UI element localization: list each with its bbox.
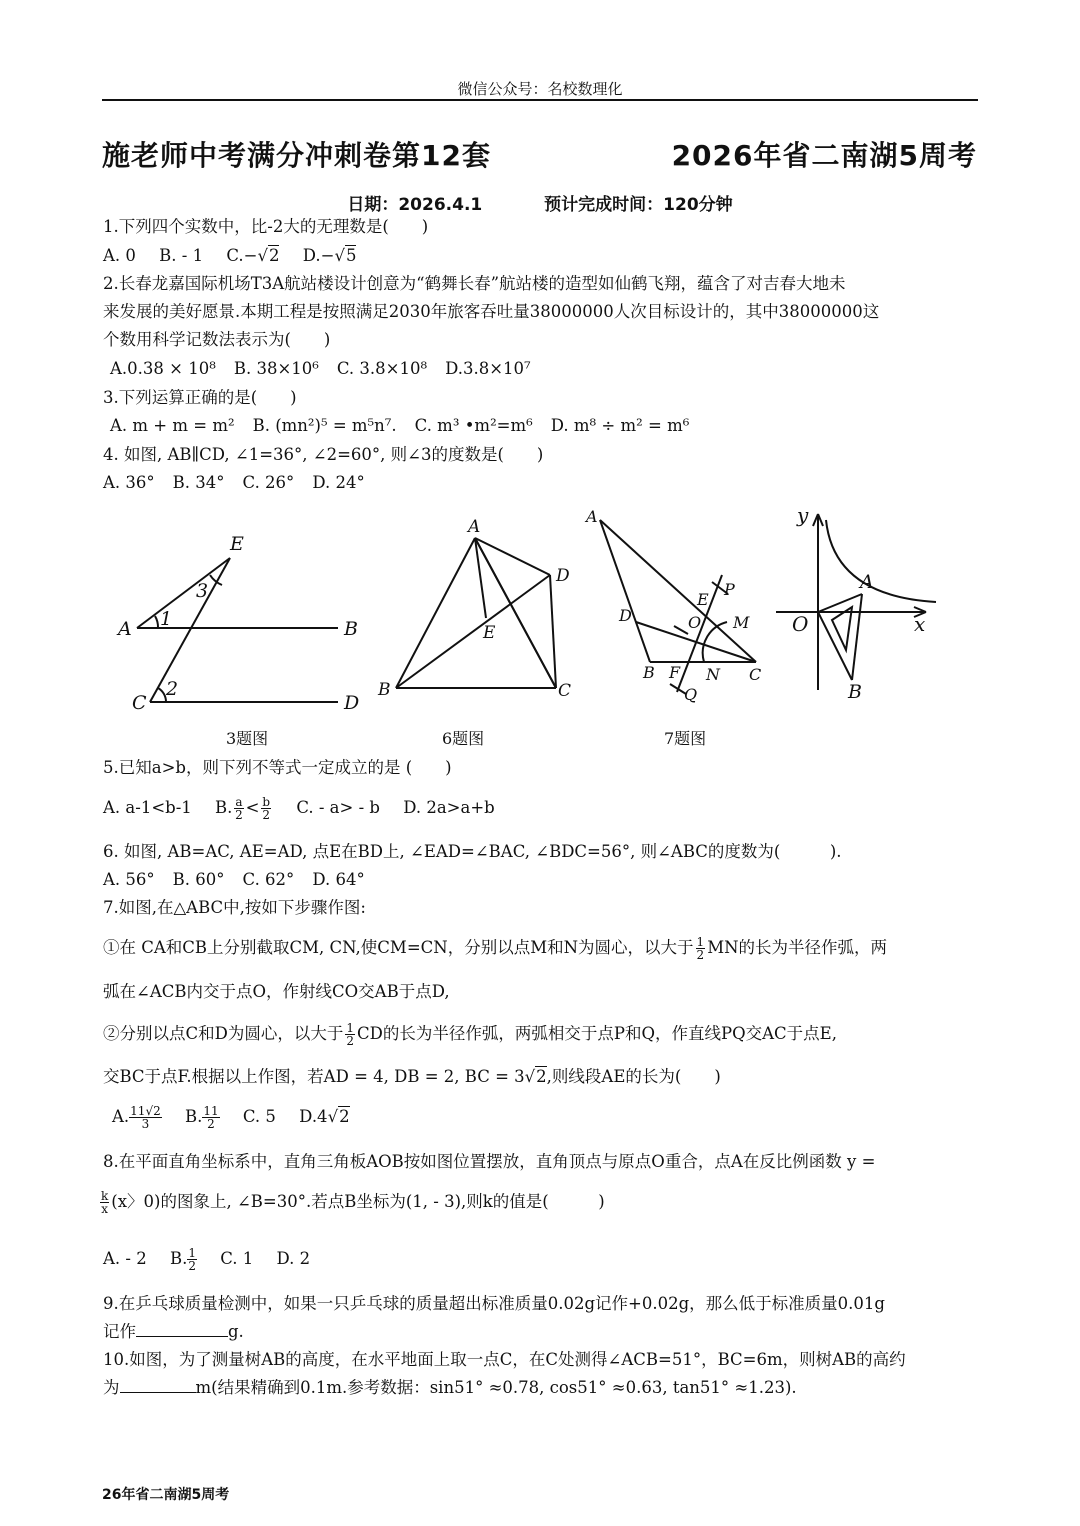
option-a: A. $\frac{11√2}{3}$ <box>112 1104 161 1131</box>
question-6-stem: 6. 如图, AB=AC, AE=AD, 点E在BD上, ∠EAD=∠BAC, ∠BDC=56°, 则∠ABC的度数为( ). <box>103 842 842 861</box>
fig7-label-O: O <box>688 613 702 632</box>
exam-date: 日期：2026.4.1 <box>347 195 483 215</box>
fig6-label-C: C <box>558 681 572 701</box>
fig7-label-B: B <box>643 663 655 682</box>
fig7-caption: 7题图 <box>664 729 707 748</box>
fig6-label-A: A <box>468 517 481 537</box>
question-5-options <box>103 794 983 822</box>
exam-subtitle <box>0 190 1080 215</box>
question-7-step-1-cont: 弧在∠ACB内交于点O，作射线CO交AB于点D, <box>103 982 450 1001</box>
question-10-line-1: 10.如图，为了测量树AB的高度，在水平地面上取一点C，在C处测得∠ACB=51°，BC=6m，则树AB的高约 <box>103 1350 906 1369</box>
figures-row <box>0 500 1080 750</box>
fig7-label-C: C <box>749 665 762 684</box>
option-d: D.3.8×10⁷ <box>445 359 531 378</box>
fig3-label-C: C <box>132 692 147 714</box>
option-b: B. - 1 <box>159 246 204 265</box>
option-d: D.4√2 <box>299 1107 350 1126</box>
option-b: B. 34° <box>172 473 225 492</box>
question-4-options <box>103 469 983 497</box>
fig6-label-B: B <box>378 680 391 700</box>
question-8-line-2: $\frac{k}{x}$ (x〉0)的图象上, ∠B=30°.若点B坐标为(1, - 3),则k的值是( ) <box>101 1189 605 1216</box>
option-c: C.−√2 <box>226 246 280 265</box>
exam-event: 2026年省二南湖5周考 <box>671 139 977 172</box>
exam-time: 预计完成时间：120分钟 <box>544 195 733 215</box>
option-b: B. $\frac{11}{2}$ <box>184 1104 219 1131</box>
question-5-stem: 5.已知a>b，则下列不等式一定成立的是 ( ) <box>103 758 452 777</box>
fig7-label-D: D <box>619 606 632 625</box>
option-a: A. - 2 <box>103 1249 147 1268</box>
question-2-line-1: 2.长春龙嘉国际机场T3A航站楼设计创意为“鹤舞长春”航站楼的造型如仙鹤飞翔，蕴含了对吉春大地未 <box>103 274 846 293</box>
fig3-label-1: 1 <box>160 608 173 630</box>
option-d: D. 2 <box>276 1249 311 1268</box>
option-a: A. m + m = m² <box>110 416 235 435</box>
option-a: A. 56° <box>103 870 155 889</box>
question-7-step-2: ②分别以点C和D为圆心，以大于 $\frac{1}{2}$ CD的长为半径作弧，两弧相交于点P和Q，作直线PQ交AC于点E, <box>103 1021 837 1048</box>
page-header: 微信公众号：名校数理化 <box>457 80 623 98</box>
fig7-label-A: A <box>586 507 598 526</box>
option-c: C. m³ •m²=m⁶ <box>414 416 533 435</box>
fig8-label-B: B <box>848 681 862 703</box>
option-d: D. 24° <box>312 473 365 492</box>
question-10-line-2: 为 m(结果精确到0.1m.参考数据：sin51° ≈0.78, cos51° ≈0.63, tan51° ≈1.23). <box>103 1378 797 1397</box>
question-4-stem: 4. 如图, AB∥CD, ∠1=36°, ∠2=60°, 则∠3的度数是( ) <box>103 445 544 464</box>
question-3-options <box>110 412 990 440</box>
question-3-stem: 3.下列运算正确的是( ) <box>103 388 297 407</box>
question-6-options <box>103 866 983 894</box>
option-b: B. $\frac{a}{2}$ < $\frac{b}{2}$ <box>215 795 271 822</box>
fig3-label-2: 2 <box>166 678 179 700</box>
option-a: A.0.38 × 10⁸ <box>110 359 216 378</box>
option-a: A. a-1<b-1 <box>103 798 192 817</box>
fig3-label-B: B <box>344 618 358 640</box>
answer-blank-10[interactable] <box>120 1392 196 1393</box>
fig7-label-Q: Q <box>684 685 698 704</box>
question-2-line-3: 个数用科学记数法表示为( ) <box>103 330 331 349</box>
fig3-label-E: E <box>230 533 244 555</box>
option-c: C. 3.8×10⁸ <box>336 359 428 378</box>
header-rule <box>102 99 978 101</box>
question-1-options <box>103 242 983 270</box>
question-7-step-1: ①在 CA和CB上分别截取CM, CN,使CM=CN，分别以点M和N为圆心，以大于 $\frac{1}{2}$ MN的长为半径作弧，两 <box>103 935 888 962</box>
option-b: B. 60° <box>172 870 225 889</box>
option-c: C. 5 <box>242 1107 276 1126</box>
option-d: D.−√5 <box>302 246 357 265</box>
option-c: C. 1 <box>220 1249 254 1268</box>
fig6-label-D: D <box>556 566 570 586</box>
question-2-line-2: 来发展的美好愿景.本期工程是按照满足2030年旅客吞吐量38000000人次目标设计的，其中38000000这 <box>103 302 880 321</box>
question-8-line-1: 8.在平面直角坐标系中，直角三角板AOB按如图位置摆放，直角顶点与原点O重合，点A在反比例函数 y = <box>103 1152 876 1171</box>
exam-title: 施老师中考满分冲刺卷第12套 <box>102 139 491 172</box>
option-d: D. m⁸ ÷ m² = m⁶ <box>550 416 690 435</box>
question-7-stem: 7.如图,在△ABC中,按如下步骤作图: <box>103 898 366 917</box>
option-c: C. 26° <box>242 473 295 492</box>
fig7-label-P: P <box>724 580 735 599</box>
fig6-label-E: E <box>483 623 496 643</box>
question-7-options <box>112 1103 992 1131</box>
option-c: C. 62° <box>242 870 295 889</box>
option-b: B. $\frac{1}{2}$ <box>169 1246 196 1273</box>
fig7-label-E: E <box>697 590 709 609</box>
option-d: D. 2a>a+b <box>403 798 495 817</box>
page-footer: 26年省二南湖5周考 <box>102 1487 230 1503</box>
fig3-label-3: 3 <box>196 580 209 602</box>
option-a: A. 0 <box>103 246 136 265</box>
fig7-label-N: N <box>706 665 720 684</box>
option-d: D. 64° <box>312 870 365 889</box>
question-8-options <box>103 1245 983 1273</box>
option-b: B. 38×10⁶ <box>233 359 319 378</box>
fig7-label-M: M <box>733 613 750 632</box>
option-c: C. - a> - b <box>296 798 380 817</box>
question-9-line-1: 9.在乒乓球质量检测中，如果一只乒乓球的质量超出标准质量0.02g记作+0.02g，那么低于标准质量0.01g <box>103 1294 885 1313</box>
fig3-caption: 3题图 <box>226 729 269 748</box>
fig3-label-D: D <box>344 692 360 714</box>
fig7-label-F: F <box>669 663 681 682</box>
fig8-label-A: A <box>860 571 874 593</box>
fig6-caption: 6题图 <box>442 729 485 748</box>
question-9-line-2: 记作 g. <box>103 1322 244 1341</box>
fig3-label-A: A <box>118 618 132 640</box>
question-7-step-2-cont: 交BC于点F.根据以上作图，若AD = 4, DB = 2, BC = 3√2,则线段AE的长为( ) <box>103 1067 721 1086</box>
fig8-label-O: O <box>792 612 809 636</box>
question-1-stem: 1.下列四个实数中，比-2大的无理数是( ) <box>103 217 429 236</box>
fig8-label-y: y <box>797 503 809 527</box>
answer-blank-9[interactable] <box>136 1336 228 1337</box>
option-b: B. (mn²)⁵ = m⁵n⁷. <box>252 416 397 435</box>
question-2-options <box>110 355 990 383</box>
option-a: A. 36° <box>103 473 155 492</box>
fig8-label-x: x <box>914 612 926 636</box>
